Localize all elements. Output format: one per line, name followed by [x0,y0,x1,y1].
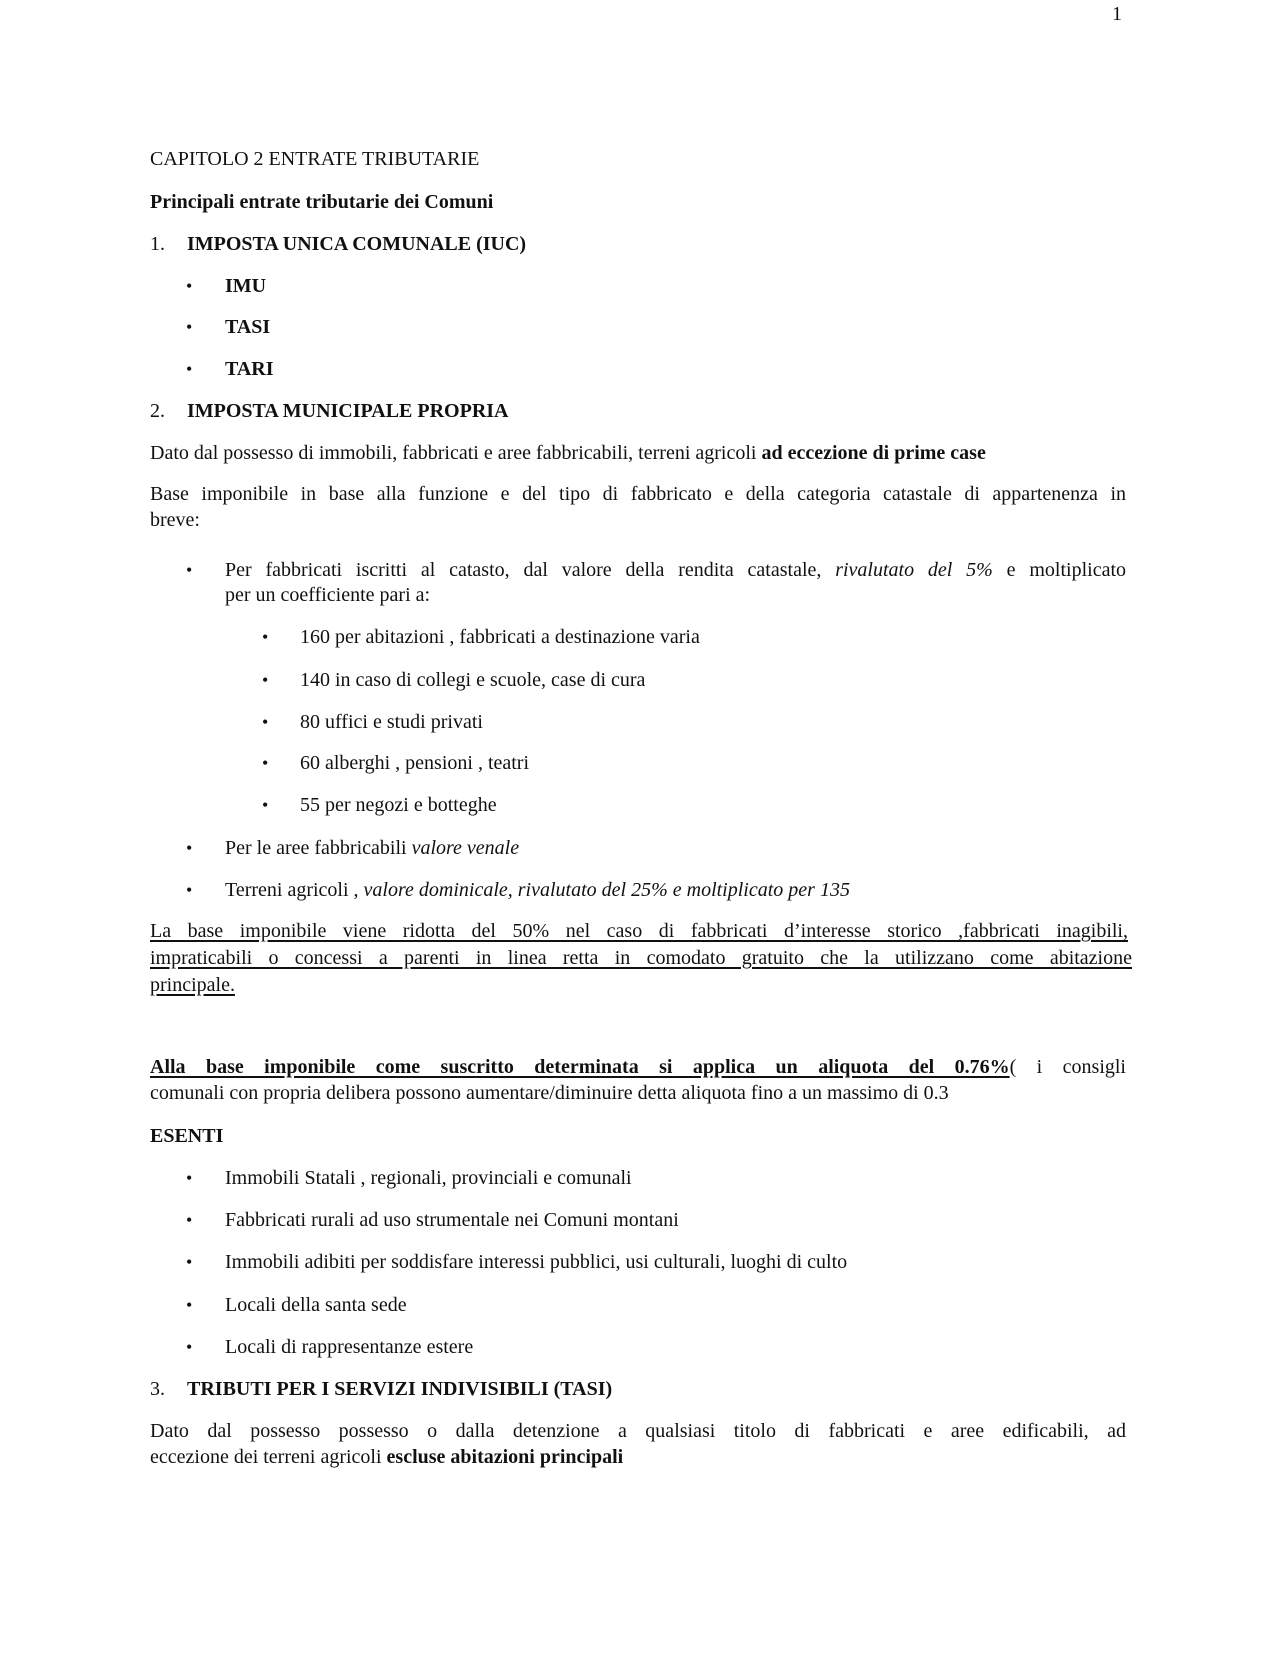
paragraph-bold: escluse abitazioni principali [386,1446,624,1468]
bullet: • [186,880,193,900]
reduction-paragraph-line [150,918,1128,944]
list-item-italic: rivalutato del 5% [835,559,993,581]
bullet: • [262,753,269,773]
bullet: • [186,359,193,379]
underlined-text: impraticabili o concessi a parenti in linea retta in comodato gratuito che la utilizzano come abitazione [150,947,1132,969]
bullet: • [186,1168,193,1188]
list-item: TASI [225,316,271,338]
list-item: IMU [225,275,267,297]
section-2-heading [150,398,1126,424]
section-2-number: 2. [150,400,165,422]
section-2-title: IMPOSTA MUNICIPALE PROPRIA [187,400,509,422]
aliquota-paragraph-line [150,1054,1126,1080]
paragraph-bold: ad eccezione di prime case [761,442,986,464]
bullet: • [186,317,193,337]
list-item: TARI [225,358,274,380]
coefficient-item: 140 in caso di collegi e scuole, case di cura [300,669,646,691]
chapter-title: CAPITOLO 2 ENTRATE TRIBUTARIE [150,148,480,170]
aliquota-bold: Alla base imponibile come suscritto determinata si applica un aliquota del 0.76% [150,1056,1010,1078]
section-1-number: 1. [150,233,165,255]
paragraph-line [150,1444,1126,1470]
bullet: • [262,712,269,732]
coefficient-item: 160 per abitazioni , fabbricati a destinazione varia [300,626,700,648]
bullet: • [262,670,269,690]
paragraph-line: Dato dal possesso possesso o dalla detenzione a qualsiasi titolo di fabbricati e aree edificabili, ad [150,1420,1126,1442]
paragraph-text: Dato dal possesso di immobili, fabbricati e aree fabbricabili, terreni agricoli [150,442,762,464]
paragraph [150,440,1126,466]
bullet: • [186,838,193,858]
list-item-text: e moltiplicato [992,559,1126,581]
bullet: • [186,560,193,580]
esente-item: Fabbricati rurali ad uso strumentale nei Comuni montani [225,1209,679,1231]
coefficient-item: 80 uffici e studi privati [300,711,483,733]
bullet: • [186,1252,193,1272]
bullet: • [262,627,269,647]
underlined-text: La base imponibile viene ridotta del 50% nel caso di fabbricati d’interesse storico ,fabbricati inagibili, [150,920,1128,942]
list-item-italic: valore dominicale, rivalutato del 25% e moltiplicato per 135 [363,879,850,901]
aliquota-paragraph-line: comunali con propria delibera possono aumentare/diminuire detta aliquota fino a un massimo di 0.3 [150,1082,949,1104]
underlined-text: principale. [150,974,235,996]
paragraph-line: Base imponibile in base alla funzione e del tipo di fabbricato e della categoria catastale di appartenenza in [150,483,1126,505]
aliquota-text: ( i consigli [1009,1056,1126,1078]
bullet: • [186,1210,193,1230]
section-3-title: TRIBUTI PER I SERVIZI INDIVISIBILI (TASI) [187,1378,613,1400]
paragraph-line: breve: [150,509,200,531]
section-3-heading [150,1376,1126,1402]
section-1-heading [150,231,1126,257]
bullet: • [186,276,193,296]
reduction-paragraph-line [150,972,1126,998]
list-item [225,835,519,861]
page-number: 1 [1112,3,1122,25]
bullet: • [262,795,269,815]
section-3-number: 3. [150,1378,165,1400]
section-1-title: IMPOSTA UNICA COMUNALE (IUC) [187,233,527,255]
esente-item: Locali della santa sede [225,1294,407,1316]
bullet: • [186,1295,193,1315]
coefficient-item: 55 per negozi e botteghe [300,794,497,816]
paragraph-text: eccezione dei terreni agricoli [150,1446,387,1468]
reduction-paragraph-line [150,945,1132,971]
subtitle: Principali entrate tributarie dei Comuni [150,191,494,213]
list-item-text: Terreni agricoli , [225,879,364,901]
list-item-text: Per fabbricati iscritti al catasto, dal valore della rendita catastale, [225,559,836,581]
coefficient-item: 60 alberghi , pensioni , teatri [300,752,530,774]
list-item [225,877,850,903]
list-item-text: Per le aree fabbricabili [225,837,412,859]
esente-item: Immobili Statali , regionali, provinciali e comunali [225,1167,632,1189]
esente-item: Locali di rappresentanze estere [225,1336,474,1358]
list-item-line [225,557,1126,583]
bullet: • [186,1337,193,1357]
list-item-line: per un coefficiente pari a: [225,584,431,606]
esente-item: Immobili adibiti per soddisfare interessi pubblici, usi culturali, luoghi di culto [225,1251,848,1273]
list-item-italic: valore venale [411,837,520,859]
esenti-heading: ESENTI [150,1125,224,1147]
